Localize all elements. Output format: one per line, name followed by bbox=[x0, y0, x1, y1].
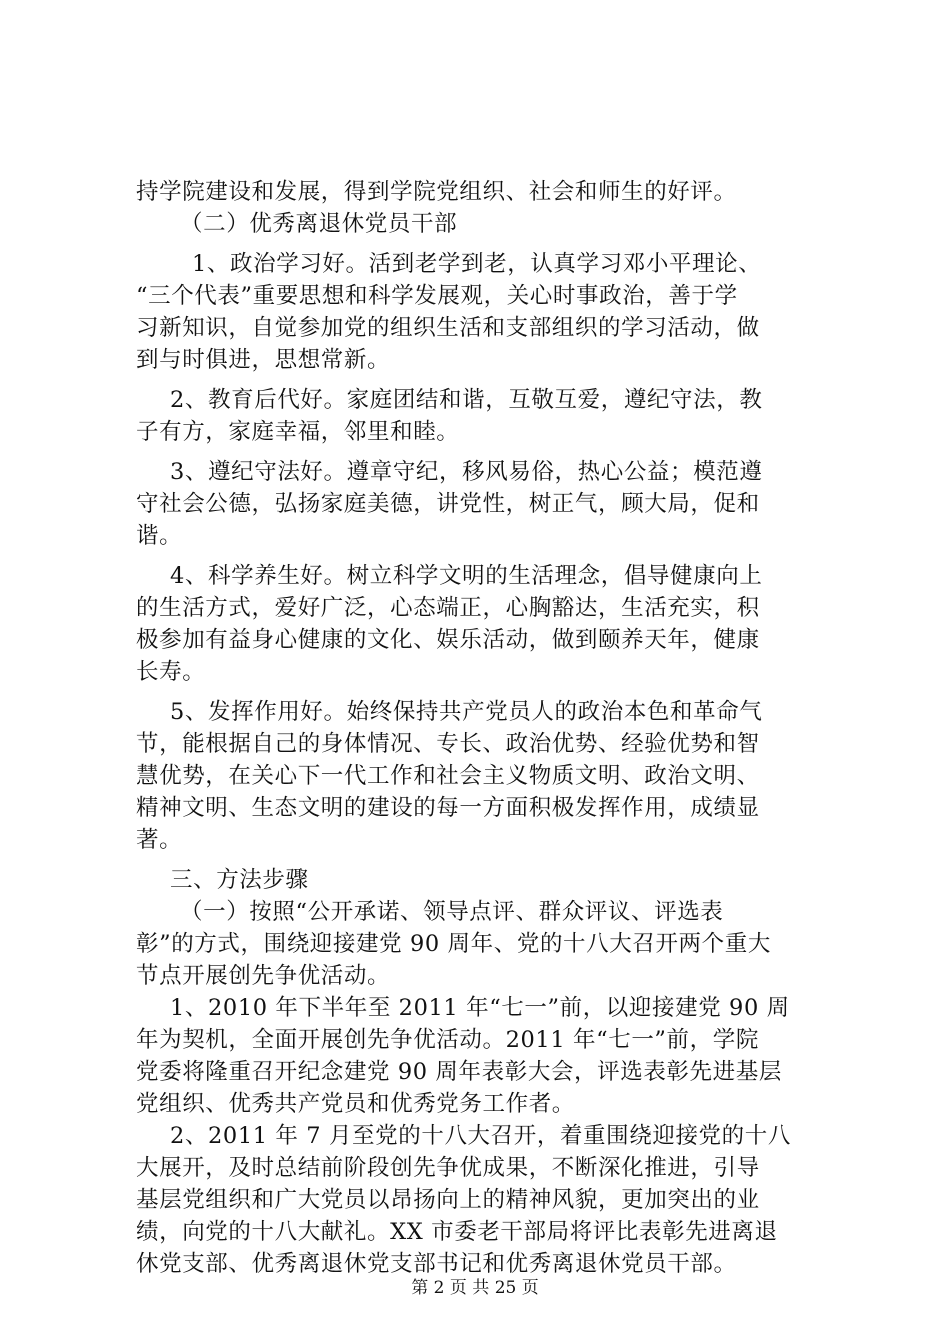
text-line: 慧优势，在关心下一代工作和社会主义物质文明、政治文明、 bbox=[136, 763, 760, 789]
text-line: 党委将隆重召开纪念建党 90 周年表彰大会，评选表彰先进基层 bbox=[136, 1059, 782, 1085]
text-line: 基层党组织和广大党员以昂扬向上的精神风貌，更加突出的业 bbox=[136, 1187, 760, 1213]
text-line: 党组织、优秀共产党员和优秀党务工作者。 bbox=[136, 1091, 575, 1117]
section-heading: （二）优秀离退休党员干部 bbox=[180, 211, 458, 237]
text-line: 2、2011 年 7 月至党的十八大召开，着重围绕迎接党的十八 bbox=[170, 1123, 791, 1149]
text-line: 节，能根据自己的身体情况、专长、政治优势、经验优势和智 bbox=[136, 731, 760, 757]
text-line: 习新知识，自觉参加党的组织生活和支部组织的学习活动，做 bbox=[136, 315, 760, 341]
text-line: （一）按照“公开承诺、领导点评、群众评议、评选表 bbox=[180, 899, 724, 925]
text-line: 3、遵纪守法好。遵章守纪，移风易俗，热心公益；模范遵 bbox=[170, 459, 763, 485]
text-line: 1、2010 年下半年至 2011 年“七一”前，以迎接建党 90 周 bbox=[170, 995, 790, 1021]
text-line: 精神文明、生态文明的建设的每一方面积极发挥作用，成绩显 bbox=[136, 795, 760, 821]
text-line: 绩，向党的十八大献礼。XX 市委老干部局将评比表彰先进离退 bbox=[136, 1219, 778, 1245]
text-line: 极参加有益身心健康的文化、娱乐活动，做到颐养天年，健康 bbox=[136, 627, 760, 653]
text-line: 的生活方式，爱好广泛，心态端正，心胸豁达，生活充实，积 bbox=[136, 595, 760, 621]
text-line: 著。 bbox=[136, 827, 183, 853]
text-line: 1、政治学习好。活到老学到老，认真学习邓小平理论、 bbox=[192, 251, 762, 277]
text-line: 谐。 bbox=[136, 523, 183, 549]
text-line: 节点开展创先争优活动。 bbox=[136, 963, 391, 989]
text-line: 休党支部、优秀离退休党支部书记和优秀离退休党员干部。 bbox=[136, 1251, 737, 1277]
text-line: 守社会公德，弘扬家庭美德，讲党性，树正气，顾大局，促和 bbox=[136, 491, 760, 517]
text-line: 大展开，及时总结前阶段创先争优成果，不断深化推进，引导 bbox=[136, 1155, 760, 1181]
document-body bbox=[136, 176, 826, 1280]
text-line: 4、科学养生好。树立科学文明的生活理念，倡导健康向上 bbox=[170, 563, 763, 589]
text-line: 2、教育后代好。家庭团结和谐，互敬互爱，遵纪守法，教 bbox=[170, 387, 763, 413]
text-line: 到与时俱进，思想常新。 bbox=[136, 347, 391, 373]
text-line: 彰”的方式，围绕迎接建党 90 周年、党的十八大召开两个重大 bbox=[136, 931, 771, 957]
text-line: 年为契机，全面开展创先争优活动。2011 年“七一”前，学院 bbox=[136, 1027, 759, 1053]
text-line: 长寿。 bbox=[136, 659, 206, 685]
text-line: 5、发挥作用好。始终保持共产党员人的政治本色和革命气 bbox=[170, 699, 763, 725]
page-footer: 第 2 页 共 25 页 bbox=[411, 1278, 539, 1298]
text-line: “三个代表”重要思想和科学发展观，关心时事政治，善于学 bbox=[136, 283, 738, 309]
section-heading: 三、方法步骤 bbox=[170, 867, 309, 893]
text-line: 持学院建设和发展，得到学院党组织、社会和师生的好评。 bbox=[136, 179, 737, 205]
text-line: 子有方，家庭幸福，邻里和睦。 bbox=[136, 419, 460, 445]
